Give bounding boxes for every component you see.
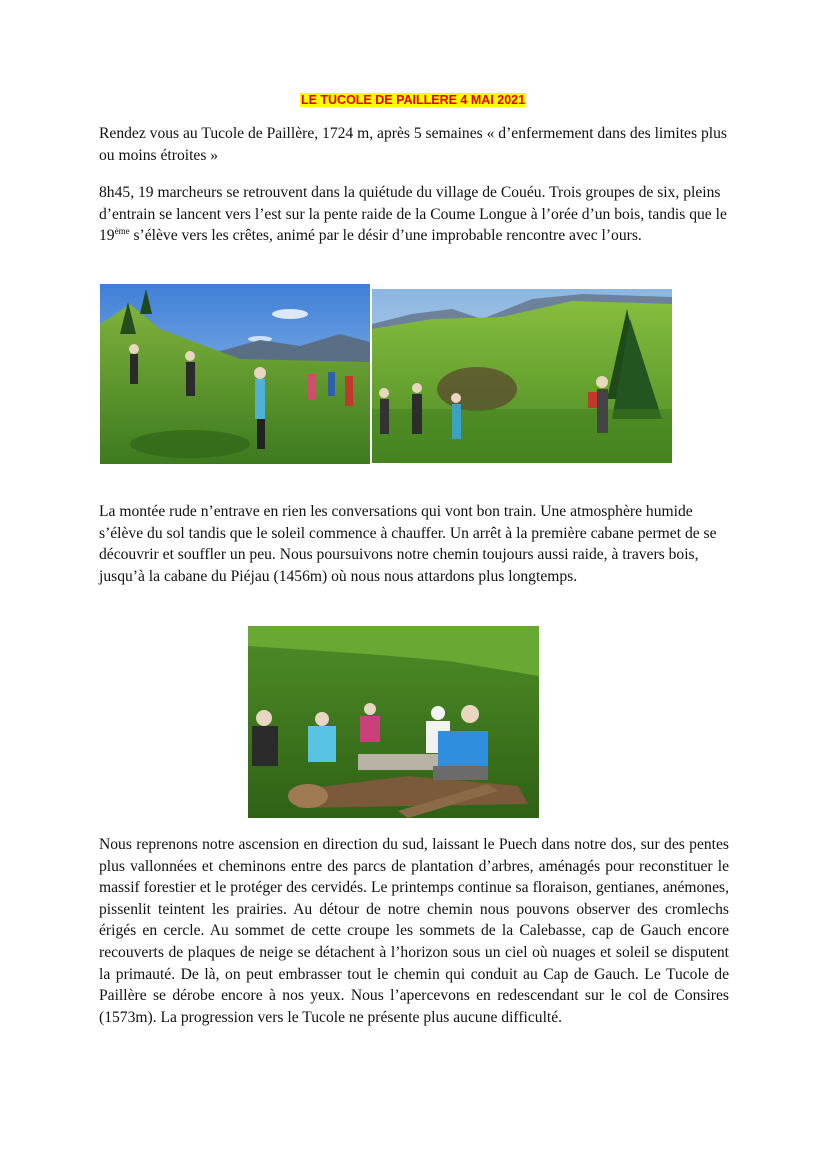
ordinal-superscript: ème [114,226,130,237]
paragraph-summit-approach: Nous reprenons notre ascension en direction du sud, laissant le Puech dans notre dos, sur des pentes plus vallonnées et cheminons entre des parcs de plantation d’arbres, aménagés pour reconstituer le massif forestier et le protéger des cervidés. Le printemps continue sa floraison, gentianes, anémones, pissenlit teintent les prairies. Au détour de notre chemin nous pouvons observer des cromlechs érigés en cercle. Au sommet de cette croupe les sommets de la Calebasse, cap de Gauch encore recouverts de plaques de neige se détachent à l’horizon sous un ciel où nuages et soleil se disputent la primauté. De là, on peut embrasser tout le chemin qui conduit au Cap de Gauch. Le Tucole de Paillère se dérobe encore à nos yeux. Nous l’apercevons en redescendant sur le col de Consires (1573m). La progression vers le Tucole ne présente plus aucune difficulté. [99,836,729,1026]
photo-group-resting [248,626,539,818]
paragraph-departure-part1: 8h45, 19 marcheurs se retrouvent dans la quiétude du village de Couéu. Trois groupes de six, pleins d’entrain se lancent vers l’est sur la pente raide de la Coume Longue à l’orée d’un bois, tandis que le 19 [99,184,727,245]
paragraph-departure-part2: s’élève vers les crêtes, animé par le désir d’une improbable rencontre avec l’ours. [129,227,642,245]
photo-hikers-slope [100,284,370,464]
photo-hikers-meadow [372,289,672,463]
paragraph-ascent: La montée rude n’entrave en rien les conversations qui vont bon train. Une atmosphère humide s’élève du sol tandis que le soleil commence à chauffer. Un arrêt à la première cabane permet de se découvrir et souffler un peu. Nous poursuivons notre chemin toujours aussi raide, à travers bois, jusqu’à la cabane du Piéjau (1456m) où nous nous attardons plus longtemps. [99,503,717,585]
paragraph-intro: Rendez vous au Tucole de Paillère, 1724 m, après 5 semaines « d’enfermement dans des limites plus ou moins étroites » [99,125,727,164]
document-title-wrap [0,91,826,109]
document-title: LE TUCOLE DE PAILLERE 4 MAI 2021 [300,93,526,107]
paragraph-departure [99,182,729,247]
